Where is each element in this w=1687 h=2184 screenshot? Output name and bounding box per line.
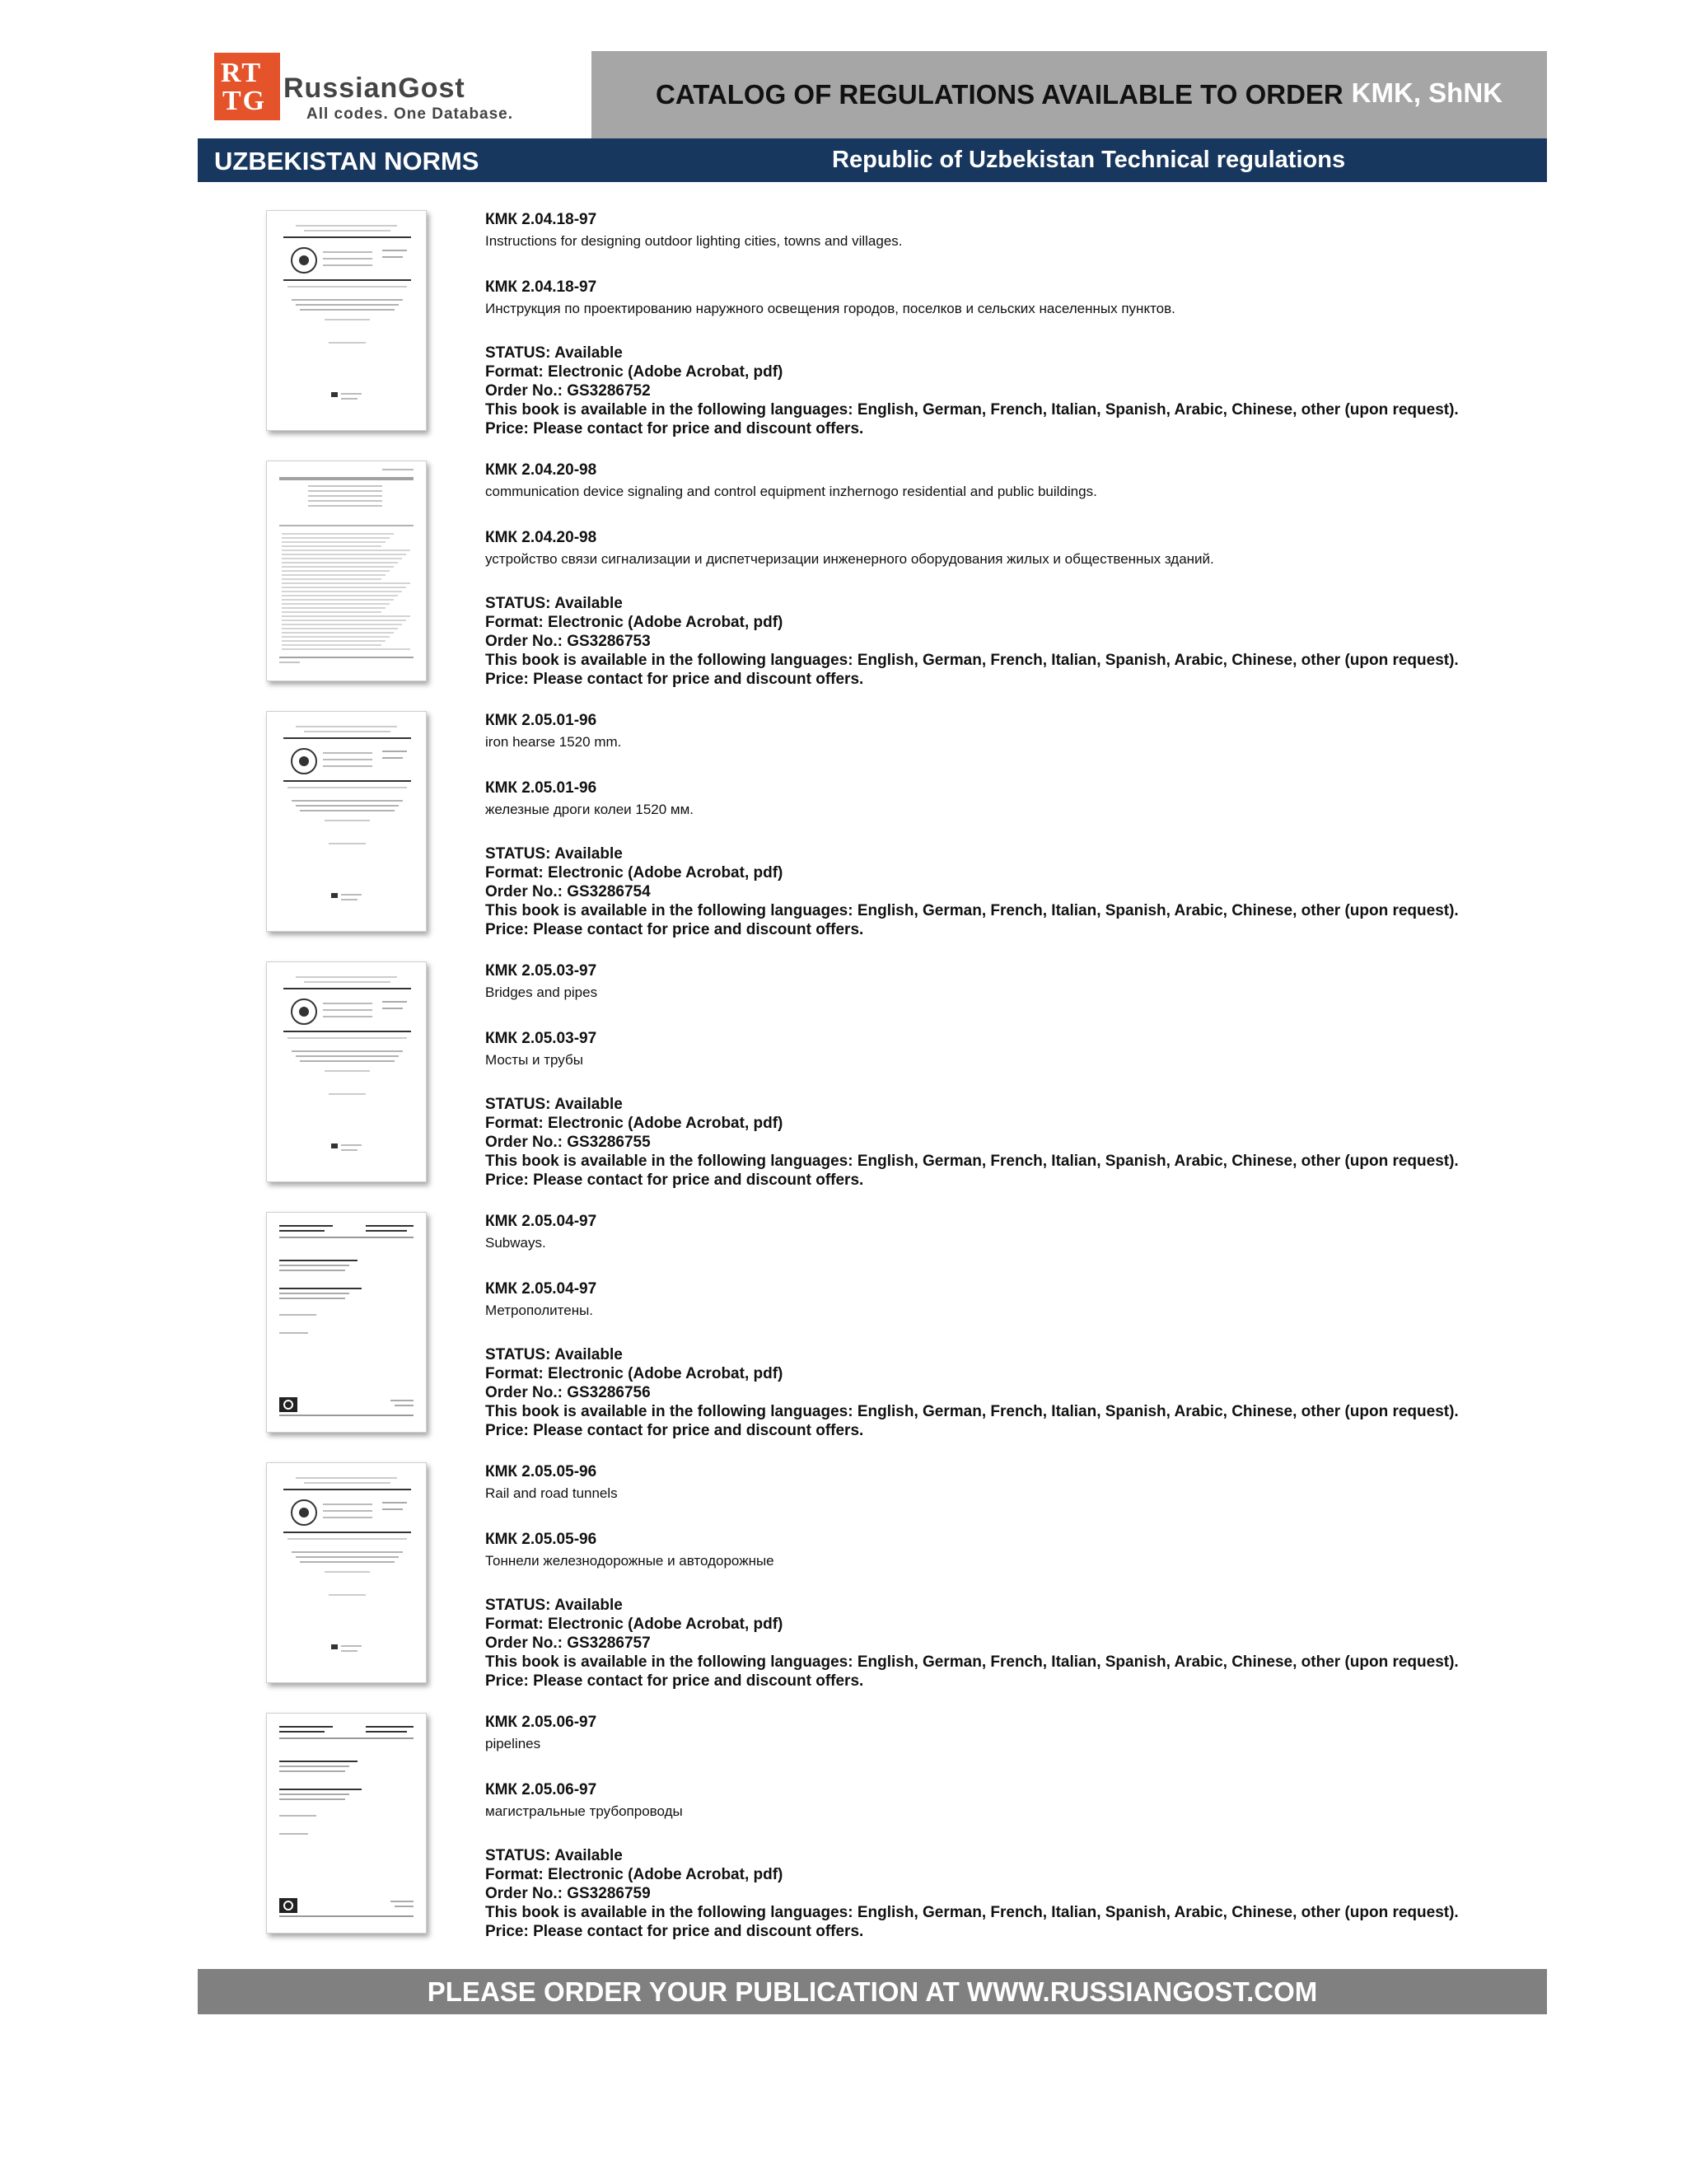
- entry-format: Format: Electronic (Adobe Acrobat, pdf): [485, 1365, 783, 1382]
- entry-title-ru: Тоннели железнодорожные и автодорожные: [485, 1553, 774, 1569]
- entry-code-ru: КМК 2.04.20-98: [485, 529, 597, 546]
- entry-title-en: Rail and road tunnels: [485, 1485, 618, 1501]
- entry-title-ru: Метрополитены.: [485, 1302, 594, 1318]
- header-bar: [591, 51, 1547, 138]
- entry-order-number: Order No.: GS3286756: [485, 1384, 651, 1401]
- document-cover-thumbnail[interactable]: [266, 1212, 427, 1433]
- entry-price: Price: Please contact for price and discount offers.: [485, 671, 864, 688]
- entry-languages: This book is available in the following languages: English, German, French, Italian, Spanish, Arabic, Chinese, other (upon request).: [485, 652, 1459, 669]
- entry-title-en: communication device signaling and control equipment inzhernogo residential and public buildings.: [485, 484, 1097, 499]
- logo-mark-bottom: TG: [222, 86, 267, 116]
- document-cover-thumbnail[interactable]: [266, 210, 427, 431]
- document-cover-thumbnail[interactable]: [266, 961, 427, 1182]
- catalog-code: KMK, ShNK: [1351, 77, 1502, 108]
- entry-code-en: КМК 2.05.01-96: [485, 712, 597, 729]
- catalog-entry: [0, 961, 1687, 1209]
- entry-status: STATUS: Available: [485, 344, 623, 362]
- entry-status: STATUS: Available: [485, 1847, 623, 1864]
- entry-order-number: Order No.: GS3286755: [485, 1134, 651, 1151]
- entry-title-ru: Мосты и трубы: [485, 1052, 583, 1068]
- entry-price: Price: Please contact for price and discount offers.: [485, 420, 864, 437]
- entry-code-en: КМК 2.05.03-97: [485, 962, 597, 980]
- entry-code-ru: КМК 2.04.18-97: [485, 278, 597, 296]
- catalog-title: CATALOG OF REGULATIONS AVAILABLE TO ORDER: [656, 79, 1344, 110]
- entry-title-en: Bridges and pipes: [485, 984, 598, 1000]
- entry-title-en: Subways.: [485, 1235, 546, 1251]
- entry-order-number: Order No.: GS3286754: [485, 883, 651, 900]
- entry-status: STATUS: Available: [485, 1096, 623, 1113]
- document-cover-thumbnail[interactable]: [266, 461, 427, 681]
- entry-price: Price: Please contact for price and discount offers.: [485, 1923, 864, 1940]
- entry-code-en: КМК 2.04.18-97: [485, 211, 597, 228]
- entry-price: Price: Please contact for price and discount offers.: [485, 921, 864, 938]
- entry-languages: This book is available in the following languages: English, German, French, Italian, Spanish, Arabic, Chinese, other (upon request).: [485, 902, 1459, 919]
- entry-title-ru: железные дроги колеи 1520 мм.: [485, 802, 694, 817]
- entry-title-ru: магистральные трубопроводы: [485, 1803, 683, 1819]
- order-banner-text: PLEASE ORDER YOUR PUBLICATION AT WWW.RUSSIANGOST.COM: [427, 1976, 1318, 2007]
- section-subtitle: Republic of Uzbekistan Technical regulations: [832, 147, 1346, 173]
- logo-mark-icon: [214, 53, 280, 120]
- entry-title-ru: устройство связи сигнализации и диспетчеризации инженерного оборудования жилых и общественных зданий.: [485, 551, 1214, 567]
- entry-order-number: Order No.: GS3286753: [485, 633, 651, 650]
- section-title: UZBEKISTAN NORMS: [214, 147, 479, 175]
- entry-title-en: iron hearse 1520 mm.: [485, 734, 622, 750]
- entry-order-number: Order No.: GS3286757: [485, 1634, 651, 1652]
- entry-code-ru: КМК 2.05.04-97: [485, 1280, 597, 1298]
- entry-code-ru: КМК 2.05.05-96: [485, 1531, 597, 1548]
- logo-name: RussianGost: [283, 72, 465, 104]
- entry-code-ru: КМК 2.05.03-97: [485, 1030, 597, 1047]
- entry-status: STATUS: Available: [485, 1597, 623, 1614]
- catalog-entry: [0, 1713, 1687, 1960]
- entry-status: STATUS: Available: [485, 1346, 623, 1363]
- document-cover-thumbnail[interactable]: [266, 1713, 427, 1934]
- entry-status: STATUS: Available: [485, 845, 623, 863]
- entry-languages: This book is available in the following languages: English, German, French, Italian, Spanish, Arabic, Chinese, other (upon request).: [485, 1904, 1459, 1921]
- entry-format: Format: Electronic (Adobe Acrobat, pdf): [485, 1616, 783, 1633]
- catalog-entry: [0, 210, 1687, 457]
- entry-price: Price: Please contact for price and discount offers.: [485, 1672, 864, 1690]
- section-bar: [198, 138, 1547, 182]
- entry-languages: This book is available in the following languages: English, German, French, Italian, Spanish, Arabic, Chinese, other (upon request).: [485, 401, 1459, 419]
- entry-title-en: Instructions for designing outdoor lighting cities, towns and villages.: [485, 233, 903, 249]
- entry-format: Format: Electronic (Adobe Acrobat, pdf): [485, 1866, 783, 1883]
- entry-format: Format: Electronic (Adobe Acrobat, pdf): [485, 363, 783, 381]
- logo[interactable]: [198, 51, 591, 138]
- entry-code-en: КМК 2.05.05-96: [485, 1463, 597, 1480]
- document-cover-thumbnail[interactable]: [266, 1462, 427, 1683]
- entry-languages: This book is available in the following languages: English, German, French, Italian, Spanish, Arabic, Chinese, other (upon request).: [485, 1403, 1459, 1420]
- catalog-entry: [0, 711, 1687, 958]
- entry-format: Format: Electronic (Adobe Acrobat, pdf): [485, 614, 783, 631]
- entry-languages: This book is available in the following languages: English, German, French, Italian, Spanish, Arabic, Chinese, other (upon request).: [485, 1653, 1459, 1671]
- entry-code-ru: КМК 2.05.01-96: [485, 779, 597, 797]
- entry-title-ru: Инструкция по проектированию наружного освещения городов, поселков и сельских населенных пунктов.: [485, 301, 1175, 316]
- entry-code-en: КМК 2.05.04-97: [485, 1213, 597, 1230]
- entry-price: Price: Please contact for price and discount offers.: [485, 1422, 864, 1439]
- order-banner[interactable]: [198, 1969, 1547, 2014]
- entry-languages: This book is available in the following languages: English, German, French, Italian, Spanish, Arabic, Chinese, other (upon request).: [485, 1153, 1459, 1170]
- page-header: [198, 51, 1547, 138]
- entry-price: Price: Please contact for price and discount offers.: [485, 1172, 864, 1189]
- logo-tagline: All codes. One Database.: [306, 105, 514, 123]
- entry-code-ru: КМК 2.05.06-97: [485, 1781, 597, 1798]
- entry-title-en: pipelines: [485, 1736, 541, 1751]
- document-cover-thumbnail[interactable]: [266, 711, 427, 932]
- entry-order-number: Order No.: GS3286752: [485, 382, 651, 400]
- catalog-entry: [0, 461, 1687, 708]
- logo-mark-top: RT: [221, 58, 263, 88]
- catalog-entry: [0, 1212, 1687, 1459]
- entry-order-number: Order No.: GS3286759: [485, 1885, 651, 1902]
- entry-format: Format: Electronic (Adobe Acrobat, pdf): [485, 1115, 783, 1132]
- entry-code-en: КМК 2.05.06-97: [485, 1714, 597, 1731]
- entry-status: STATUS: Available: [485, 595, 623, 612]
- catalog-entry: [0, 1462, 1687, 1709]
- entry-code-en: КМК 2.04.20-98: [485, 461, 597, 479]
- entry-format: Format: Electronic (Adobe Acrobat, pdf): [485, 864, 783, 882]
